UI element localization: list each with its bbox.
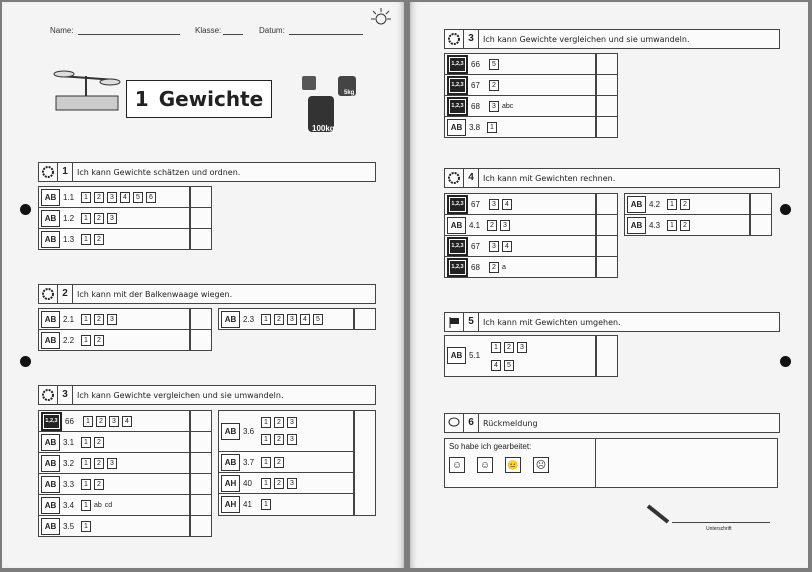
task-boxes <box>667 220 693 231</box>
task-box[interactable]: 2 <box>94 192 104 203</box>
section-1-table <box>38 186 190 250</box>
worksheet-badge: AB <box>41 518 60 535</box>
weight-label: 100kg <box>312 124 335 133</box>
right-section-3-check-column <box>596 53 618 138</box>
task-box[interactable]: 2 <box>489 80 499 91</box>
task-box[interactable]: 2 <box>680 220 690 231</box>
task-box[interactable]: 4 <box>502 241 512 252</box>
task-box-group <box>259 457 287 468</box>
task-box[interactable]: 2 <box>94 458 104 469</box>
worksheet-badge: 1,2,3 <box>447 76 468 95</box>
table-row <box>445 347 485 364</box>
task-boxes <box>81 335 107 346</box>
task-box[interactable]: 1 <box>81 521 91 532</box>
table-row <box>39 516 189 536</box>
task-box[interactable]: 2 <box>94 314 104 325</box>
subtask-label: cd <box>104 501 113 509</box>
task-box[interactable]: 1 <box>81 192 91 203</box>
table-row <box>625 194 749 215</box>
task-boxes <box>81 500 115 511</box>
task-box-group <box>259 499 274 510</box>
task-box[interactable]: 1 <box>81 437 91 448</box>
task-box[interactable]: 1 <box>83 416 93 427</box>
right-section-4-side-check <box>750 193 772 236</box>
very-happy-face-icon[interactable] <box>449 457 465 473</box>
table-row <box>445 54 595 75</box>
gear-icon <box>39 285 58 303</box>
subtask-label: ab <box>94 501 102 509</box>
smiley-glyph: ☹ <box>535 459 547 471</box>
task-box[interactable]: 3 <box>500 220 510 231</box>
section-2-table <box>38 308 190 351</box>
gear-icon <box>39 163 58 181</box>
sun-icon <box>368 6 394 28</box>
date-label: Datum: <box>259 26 285 35</box>
smiley-row <box>449 457 561 473</box>
feedback-label: So habe ich gearbeitet: <box>449 442 532 451</box>
task-box[interactable]: 2 <box>94 335 104 346</box>
task-box[interactable]: 3 <box>489 241 499 252</box>
task-box[interactable]: 2 <box>680 199 690 210</box>
task-boxes <box>491 342 530 353</box>
gear-icon <box>39 386 58 404</box>
right-section-4-side-table <box>624 193 750 236</box>
task-boxes <box>487 122 500 133</box>
task-boxes <box>489 199 515 210</box>
section-number: 4 <box>464 169 479 187</box>
signature-line[interactable] <box>672 522 770 523</box>
right-section-5-check <box>596 335 618 377</box>
exercise-code: 1.1 <box>63 192 75 202</box>
worksheet-badge: AB <box>41 476 60 493</box>
punch-hole <box>780 204 791 215</box>
section-title: Ich kann Gewichte vergleichen und sie umwandeln. <box>483 34 690 44</box>
task-box[interactable]: 2 <box>274 457 284 468</box>
section-1-check-column <box>190 186 212 250</box>
right-section-5-table <box>444 335 596 377</box>
table-row <box>445 194 595 215</box>
task-boxes <box>81 479 107 490</box>
section-number: 5 <box>464 313 479 331</box>
exercise-code: 5.1 <box>469 351 481 360</box>
exercise-code: 2.2 <box>63 335 75 345</box>
smiley-glyph: 😐 <box>507 459 519 470</box>
worksheet-badge: AB <box>627 196 646 213</box>
task-boxes <box>81 437 107 448</box>
exercise-code: 68 <box>471 101 480 111</box>
chapter-title <box>126 80 272 118</box>
exercise-code: 67 <box>471 199 480 209</box>
section-2-header <box>38 284 376 304</box>
table-row <box>219 309 353 329</box>
task-boxes <box>261 499 274 510</box>
right-section-4-table <box>444 193 596 278</box>
task-box[interactable]: 1 <box>261 417 271 428</box>
table-row <box>39 432 189 453</box>
gear-icon <box>445 169 464 187</box>
task-boxes <box>81 192 159 203</box>
section-3-side-check <box>354 410 376 516</box>
exercise-code: 66 <box>65 416 74 426</box>
task-box[interactable]: 3 <box>287 434 297 445</box>
neutral-face-icon[interactable] <box>505 457 521 473</box>
task-box[interactable]: 5 <box>504 360 514 371</box>
task-box[interactable]: 4 <box>122 416 132 427</box>
task-box[interactable]: 1 <box>81 335 91 346</box>
task-boxes <box>81 314 120 325</box>
task-boxes <box>261 434 300 445</box>
exercise-code: 66 <box>471 59 480 69</box>
name-field[interactable] <box>78 26 180 35</box>
section-number: 3 <box>464 30 479 48</box>
table-row <box>445 236 595 257</box>
task-box[interactable]: 2 <box>94 213 104 224</box>
class-label: Klasse: <box>195 26 222 35</box>
table-row <box>219 411 353 452</box>
worksheet-badge: AB <box>41 311 60 328</box>
section-number: 2 <box>58 285 73 303</box>
task-boxes <box>491 360 517 371</box>
chapter-number: 1 <box>134 87 149 111</box>
worksheet-badge: 1,2,3 <box>447 237 468 256</box>
task-boxes <box>83 416 135 427</box>
task-boxes <box>81 213 120 224</box>
class-field[interactable] <box>223 26 243 35</box>
exercise-code: 3.4 <box>63 500 75 510</box>
right-section-4-check-column <box>596 193 618 278</box>
exercise-code: 68 <box>471 262 480 272</box>
exercise-code: 3.7 <box>243 457 255 467</box>
exercise-code: 4.3 <box>649 220 661 230</box>
table-row <box>219 494 353 514</box>
task-box[interactable]: 3 <box>517 342 527 353</box>
exercise-code: 41 <box>243 499 252 509</box>
task-box[interactable]: 2 <box>274 434 284 445</box>
section-title: Ich kann mit Gewichten rechnen. <box>483 173 616 183</box>
worksheet-badge: AH <box>221 496 240 513</box>
flag-icon <box>445 313 464 331</box>
punch-hole <box>20 356 31 367</box>
task-box-group <box>259 417 300 445</box>
worksheet-badge: AB <box>447 347 466 364</box>
task-box[interactable]: 1 <box>81 458 91 469</box>
section-1-header <box>38 162 376 182</box>
task-box[interactable]: 3 <box>107 192 117 203</box>
section-title: Ich kann Gewichte schätzen und ordnen. <box>77 167 241 177</box>
worksheet-badge: AB <box>41 332 60 349</box>
task-boxes <box>261 478 300 489</box>
task-boxes <box>81 521 94 532</box>
exercise-code: 67 <box>471 80 480 90</box>
task-boxes <box>261 417 300 428</box>
task-box[interactable]: 4 <box>120 192 130 203</box>
section-3-side-table <box>218 410 354 516</box>
exercise-code: 1.3 <box>63 234 75 244</box>
date-field[interactable] <box>289 26 363 35</box>
feedback-box <box>444 438 778 488</box>
right-section-3-header <box>444 29 780 49</box>
section-title: Ich kann mit der Balkenwaage wiegen. <box>77 289 233 299</box>
table-row <box>39 229 189 249</box>
right-section-4-header <box>444 168 780 188</box>
happy-face-icon[interactable] <box>477 457 493 473</box>
task-box[interactable]: 5 <box>133 192 143 203</box>
task-box-group <box>259 478 300 489</box>
worksheet-badge: AH <box>221 475 240 492</box>
worksheet-badge: 1,2,3 <box>447 195 468 214</box>
task-box[interactable]: 4 <box>502 199 512 210</box>
task-boxes <box>487 220 513 231</box>
worksheet-badge: AB <box>221 454 240 471</box>
exercise-code: 3.5 <box>63 521 75 531</box>
name-label: Name: <box>50 26 74 35</box>
exercise-code: 40 <box>243 478 252 488</box>
table-row <box>445 215 595 236</box>
right-section-5-header <box>444 312 780 332</box>
task-box[interactable]: 5 <box>489 59 499 70</box>
section-title: Ich kann Gewichte vergleichen und sie umwandeln. <box>77 390 284 400</box>
worksheet-badge: AB <box>221 311 240 328</box>
table-row <box>625 215 749 235</box>
exercise-code: 3.1 <box>63 437 75 447</box>
punch-hole <box>20 204 31 215</box>
balance-scale-icon <box>50 66 126 118</box>
task-box[interactable]: 1 <box>81 234 91 245</box>
table-row <box>39 474 189 495</box>
small-weight-label: 5kg <box>344 90 355 96</box>
task-box[interactable]: 2 <box>274 417 284 428</box>
task-box[interactable]: 1 <box>261 314 271 325</box>
task-box[interactable]: 1 <box>261 457 271 468</box>
section-number: 6 <box>464 414 479 432</box>
task-box[interactable]: 2 <box>489 262 499 273</box>
exercise-code: 4.2 <box>649 199 661 209</box>
worksheet-badge: AB <box>447 217 466 234</box>
exercise-code: 3.3 <box>63 479 75 489</box>
pencil-icon <box>644 502 674 526</box>
table-row <box>39 330 189 350</box>
task-box[interactable]: 3 <box>107 213 117 224</box>
section-3-table <box>38 410 190 537</box>
task-box[interactable]: 1 <box>487 122 497 133</box>
task-box[interactable]: 1 <box>491 342 501 353</box>
punch-hole <box>780 356 791 367</box>
task-box[interactable]: 3 <box>287 478 297 489</box>
task-box[interactable]: 5 <box>313 314 323 325</box>
task-box[interactable]: 3 <box>287 417 297 428</box>
task-boxes <box>667 199 693 210</box>
table-row <box>39 495 189 516</box>
task-boxes <box>81 234 107 245</box>
worksheet-badge: AB <box>41 434 60 451</box>
table-row <box>445 96 595 117</box>
task-boxes <box>489 59 502 70</box>
task-box[interactable]: 4 <box>491 360 501 371</box>
right-section-3-table <box>444 53 596 138</box>
chapter-name: Gewichte <box>158 87 264 111</box>
table-row <box>219 452 353 473</box>
table-row <box>39 453 189 474</box>
worksheet-badge: AB <box>627 217 646 234</box>
section-title: Ich kann mit Gewichten umgehen. <box>483 317 621 327</box>
task-boxes <box>489 101 516 112</box>
smiley-glyph: ☺ <box>451 459 463 471</box>
exercise-code: 3.8 <box>469 122 481 132</box>
worksheet-badge: 1,2,3 <box>41 412 62 431</box>
worksheet-badge: AB <box>41 497 60 514</box>
task-box[interactable]: 2 <box>96 416 106 427</box>
task-box[interactable]: 2 <box>94 479 104 490</box>
right-section-6-header <box>444 413 780 433</box>
task-boxes <box>261 314 326 325</box>
exercise-code: 3.2 <box>63 458 75 468</box>
table-row <box>445 75 595 96</box>
task-boxes <box>489 80 502 91</box>
task-box[interactable]: 1 <box>81 500 91 511</box>
task-box[interactable]: 2 <box>274 314 284 325</box>
task-box[interactable]: 1 <box>261 434 271 445</box>
subtask-label: a <box>502 263 506 271</box>
worksheet-badge: 1,2,3 <box>447 55 468 74</box>
task-box[interactable]: 3 <box>107 458 117 469</box>
task-box[interactable]: 3 <box>489 101 499 112</box>
section-number: 1 <box>58 163 73 181</box>
task-boxes <box>489 262 509 273</box>
task-box[interactable]: 2 <box>487 220 497 231</box>
worksheet-badge: 1,2,3 <box>447 258 468 277</box>
task-box[interactable]: 3 <box>489 199 499 210</box>
exercise-code: 2.3 <box>243 314 255 324</box>
worksheet-badge: AB <box>221 423 240 440</box>
task-box[interactable]: 2 <box>94 437 104 448</box>
exercise-code: 67 <box>471 241 480 251</box>
worksheet-badge: AB <box>41 210 60 227</box>
task-box[interactable]: 1 <box>81 479 91 490</box>
task-box[interactable]: 1 <box>667 220 677 231</box>
table-row <box>39 309 189 330</box>
worksheet-badge: AB <box>41 455 60 472</box>
task-box[interactable]: 1 <box>261 478 271 489</box>
subtask-label: abc <box>502 102 514 110</box>
sad-face-icon[interactable] <box>533 457 549 473</box>
task-box[interactable]: 2 <box>504 342 514 353</box>
task-box[interactable]: 1 <box>261 499 271 510</box>
table-row <box>39 187 189 208</box>
table-row <box>445 257 595 277</box>
task-box[interactable]: 1 <box>81 213 91 224</box>
table-row <box>39 208 189 229</box>
speech-bubble-icon <box>445 414 464 432</box>
table-row <box>39 411 189 432</box>
worksheet-badge: AB <box>41 189 60 206</box>
task-box[interactable]: 4 <box>300 314 310 325</box>
signature-label: Unterschrift <box>706 526 732 532</box>
task-box[interactable]: 6 <box>146 192 156 203</box>
task-box[interactable]: 3 <box>287 314 297 325</box>
task-boxes <box>81 458 120 469</box>
left-page <box>2 2 404 568</box>
exercise-code: 4.1 <box>469 220 481 230</box>
section-2-check-column <box>190 308 212 351</box>
section-2-side-table <box>218 308 354 330</box>
smiley-glyph: ☺ <box>479 459 491 471</box>
task-boxes <box>261 457 287 468</box>
section-number: 3 <box>58 386 73 404</box>
section-2-side-check <box>354 308 376 330</box>
worksheet-badge: AB <box>447 119 466 136</box>
worksheet-badge: AB <box>41 231 60 248</box>
task-box[interactable]: 3 <box>109 416 119 427</box>
task-box[interactable]: 2 <box>274 478 284 489</box>
section-3-check-column <box>190 410 212 537</box>
table-row <box>219 473 353 494</box>
task-box[interactable]: 2 <box>94 234 104 245</box>
task-boxes <box>489 241 515 252</box>
exercise-code: 1.2 <box>63 213 75 223</box>
exercise-code: 3.6 <box>243 426 255 436</box>
section-3-header <box>38 385 376 405</box>
task-box[interactable]: 3 <box>107 314 117 325</box>
section-title: Rückmeldung <box>483 418 538 428</box>
exercise-code: 2.1 <box>63 314 75 324</box>
task-box[interactable]: 1 <box>667 199 677 210</box>
right-page <box>410 2 808 568</box>
table-row <box>445 117 595 137</box>
gear-icon <box>445 30 464 48</box>
worksheet-badge: 1,2,3 <box>447 97 468 116</box>
task-box[interactable]: 1 <box>81 314 91 325</box>
